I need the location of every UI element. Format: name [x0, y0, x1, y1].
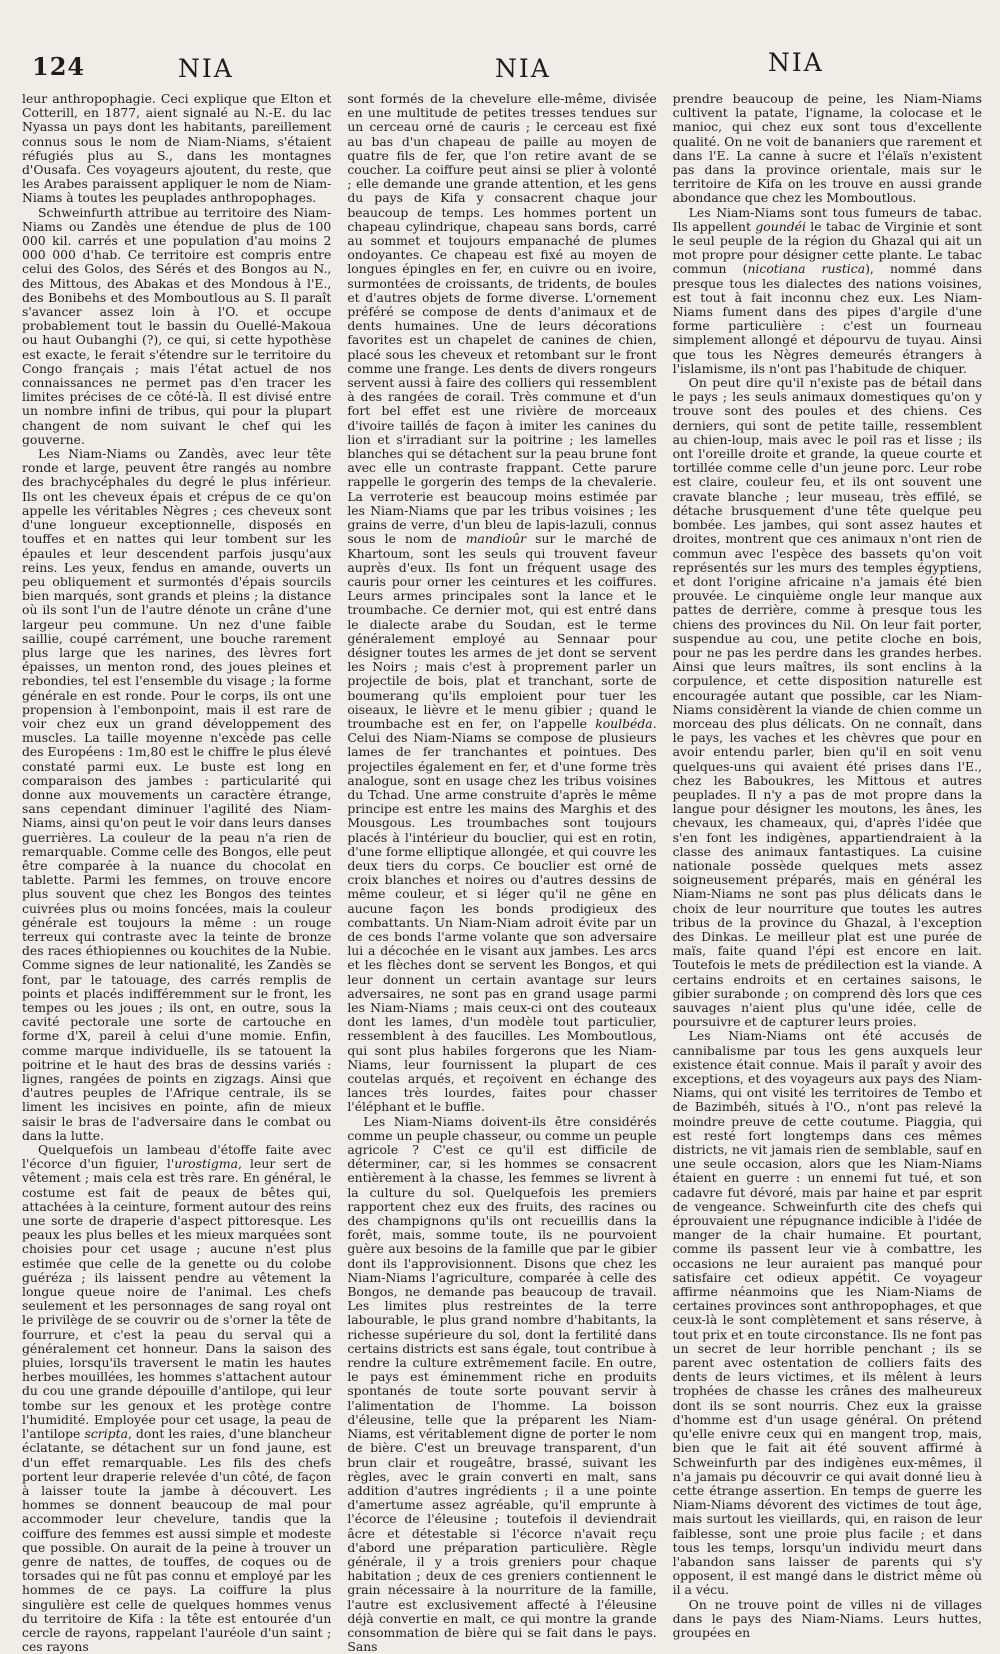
italic-term: mandioûr [465, 531, 527, 547]
running-head-left: NIA [178, 54, 234, 83]
paragraph [22, 1143, 331, 1654]
page-header [0, 0, 1000, 90]
paragraph: leur anthropophagie. Ceci explique que Elton et Cotterill, en 1877, aient signalé au N.-E. du lac Nyassa un pays dont les habitants, pareillement connus sous le nom de Niam-Niams, s'étaient réfugiés plus au S., dans les montagnes d'Ousafa. Ces voyageurs ajoutent, du reste, que les Arabes paraissent appliquer le nom de Niam-Niams à toutes les peuplades anthropophages. [22, 91, 332, 206]
text-run: . Celui des Niam-Niams se compose de plusieurs lames de fer tranchantes et pointues. Des projectiles également en fer, et d'une forme très analogue, sont en usage chez les tribus voisines du Tchad. Une arme construite d'après le même principe est entre les mains des Marghis et des Mousgous. Les troumbaches sont toujours placés à l'intérieur du bouclier, qui est en rotin, d'une forme elliptique allongée, et qui couvre les deux tiers du corps. Ce bouclier est orné de croix blanches et noires ou d'autres dessins de même couleur, et si léger qu'il ne gêne en aucune façon les bonds prodigieux des combattants. Un Niam-Niam adroit évite par un de ces bonds l'arme volante que son adversaire lui a décochée en le visant aux jambes. Les arcs et les flèches dont se servent les Bongos, et qui leur donnent un certain avantage sur leurs adversaires, ne sont pas en grand usage parmi les Niam-Niams ; mais ceux-ci ont des couteaux dont les lames, d'un modèle tout particulier, ressemblent à des faucilles. Les Momboutlous, qui sont plus habiles forgerons que les Niam-Niams, leur fournissent la plupart de ces coutelas arqués, et reçoivent en échange des lances très lourdes, faites pour chasser l'éléphant et le buffle. [347, 715, 657, 1115]
italic-term: koulbéda [595, 715, 653, 731]
text-run: , dont les raies, d'une blancheur éclatante, se détachent sur un fond jaune, est d'un effet remarquable. Les fils des chefs portent leur draperie relevée d'un côté, de façon à laisser toute la jambe à découvert. Les hommes se donnent beaucoup de mal pour accommoder leur chevelure, tandis que la coiffure des femmes est aussi simple et modeste que possible. On aurait de la peine à trouver un genre de nattes, de touffes, de coques ou de torsades qui ne fût pas connu et employé par les hommes de ce pays. La coiffure la plus singulière est celle de quelques hommes venus du territoire de Kifa : la tête est entourée d'un cercle de rayons, rappelant l'auréole d'un saint ; ces rayons [22, 1426, 332, 1654]
text-run: sont formés de la chevelure elle-même, divisée en une multitude de petites tresses tendues sur un cerceau orné de cauris ; le cerceau est fixé au bas d'un chapeau de paille au moyen de quatre fils de fer, que l'on retire avant de se coucher. La coiffure peut ainsi se plier à volonté ; elle demande une grande attention, et les gens du pays de Kifa y consacrent chaque jour beaucoup de temps. Les hommes portent un chapeau cylindrique, chapeau sans bords, carré au sommet et toujours empanaché de plumes ondoyantes. Ce chapeau est fixé au moyen de longues épingles en fer, en cuivre ou en ivoire, surmontées de croissants, de tridents, de boules et d'autres objets de forme diverse. L'ornement préféré se compose de dents d'animaux et de dents humaines. Une de leurs décorations favorites est un chapelet de canines de chien, placé sous les cheveux et retombant sur le front comme une frange. Les dents de divers rongeurs servent aussi à faire des colliers qui ressemblent à des rangées de corail. Très commune et d'un fort bel effet est une rivière de morceaux d'ivoire taillés de façon à imiter les canines du lion et s'irradiant sur la poitrine ; les lamelles blanches qui se détachent sur la peau brune font avec elle un contraste frappant. Cette parure rappelle le gorgerin des temps de la chevalerie. La verroterie est beaucoup moins estimée par les Niam-Niams que par les tribus voisines ; les grains de verre, d'un bleu de lapis-lazuli, connus sous le nom de [347, 91, 657, 547]
paragraph: Les Niam-Niams ou Zandès, avec leur tête ronde et large, peuvent être rangés au nombre des brachycéphales du degré le plus inférieur. Ils ont les cheveux épais et crépus de ce qu'on appelle les véritables Nègres ; ces cheveux sont d'une longueur exceptionnelle, disposés en touffes et en nattes qui leur tombent sur les épaules et leur descendent parfois jusqu'aux reins. Les yeux, fendus en amande, ouverts un peu obliquement et surmontés d'épais sourcils bien marqués, sont grands et pleins ; la distance où ils sont l'un de l'autre dénote un crâne d'une largeur peu commune. Un nez d'une faible saillie, coupé carrément, une bouche rarement plus large que les narines, des lèvres fort épaisses, un menton rond, des joues pleines et rebondies, tel est l'ensemble du visage ; la forme générale en est ronde. Pour le corps, ils ont une propension à l'embonpoint, mais il est rare de voir chez eux un grand développement des muscles. La taille moyenne n'excède pas celle des Européens : 1m,80 est le chiffre le plus élevé constaté parmi eux. Le buste est long en comparaison des jambes : particularité qui donne aux mouvements un caractère étrange, sans cependant diminuer l'agilité des Niam-Niams, ainsi qu'on peut le voir dans leurs danses guerrières. La couleur de la peau n'a rien de remarquable. Comme celle des Bongos, elle peut être comparée à la nuance du chocolat en tablette. Parmi les femmes, on trouve encore plus souvent que chez les Bongos des teintes cuivrées plus ou moins foncées, mais la couleur générale est toujours la même : un rouge terreux qui contraste avec la teinte de bronze des races éthiopiennes ou kouchites de la Nubie. Comme signes de leur nationalité, les Zandès se font, par le tatouage, des carrés remplis de points et placés indifféremment sur le front, les tempes ou les joues ; ils ont, en outre, sous la cavité pectorale une sorte de cartouche en forme d'X, pareil à celui d'une momie. Enfin, comme marque individuelle, ils se tatouent la poitrine et le haut des bras de dessins variés : lignes, rangées de points en zigzags. Ainsi que d'autres peuples de l'Afrique centrale, ils se liment les incisives en pointe, afin de mieux saisir le bras de l'adversaire dans le combat ou dans la lutte. [22, 446, 332, 1143]
column-middle [347, 91, 657, 1654]
page-number: 124 [32, 52, 86, 81]
running-head-right: NIA [768, 48, 824, 77]
italic-term: scripta [84, 1426, 128, 1442]
running-head-center: NIA [495, 54, 551, 83]
paragraph: On peut dire qu'il n'existe pas de bétail dans le pays ; les seuls animaux domestiques qu'on y trouve sont des poules et des chiens. Ces derniers, qui sont de petite taille, ressemblent au chien-loup, mais avec le poil ras et lisse ; ils ont l'oreille droite et grande, la queue courte et tortillée comme celle d'un jeune porc. Leur robe est claire, couleur feu, et ils ont souvent une cravate blanche ; leur museau, très effilé, se détache brusquement d'une tête quelque peu bombée. Les jambes, qui sont assez hautes et droites, montrent que ces animaux n'ont rien de commun avec l'espèce des bassets qu'on voit représentés sur les murs des temples égyptiens, et dont l'origine africaine n'a jamais été bien prouvée. Le cinquième ongle leur manque aux pattes de derrière, comme à presque tous les chiens des provinces du Nil. On leur fait porter, suspendue au cou, une petite cloche en bois, pour ne pas les perdre dans les grandes herbes. Ainsi que leurs maîtres, ils sont enclins à la corpulence, et cette disposition naturelle est encouragée autant que possible, car les Niam-Niams considèrent la viande de chien comme un morceau des plus délicats. On ne connaît, dans le pays, les vaches et les chèvres que pour en avoir entendu parler, bien qu'il en soit venu quelques-uns qui avaient été prises dans l'E., chez les Baboukres, les Mittous et autres peuplades. Il n'y a pas de mot propre dans la langue pour désigner les moutons, les ânes, les chevaux, les chameaux, qui, d'après l'idée que s'en font les indigènes, appartiendraient à la classe des animaux fantastiques. La cuisine nationale possède quelques mets assez soigneusement préparés, mais en général les Niam-Niams ne sont pas plus délicats dans le choix de leur nourriture que toutes les autres tribus de la province du Ghazal, à l'exception des Dinkas. Le meilleur plat est une purée de maïs, faite quand l'épi est encore en lait. Toutefois le mets de prédilection est la viande. A certains endroits et en certaines saisons, le gibier surabonde ; on comprend dès lors que ces sauvages n'aient plus qu'une idée, celle de poursuivre et de capturer leurs proies. [672, 375, 982, 1030]
text-run: le tabac de Virginie et sont le seul peuple de la région du Ghazal qui ait un mot propre pour désigner cette plante. Le tabac commun ( [672, 218, 982, 277]
paragraph [673, 206, 982, 376]
paragraph [347, 92, 656, 1115]
text-run: sur le marché de Khartoum, sont les seuls qui trouvent faveur auprès d'eux. Ils font un fréquent usage des cauris pour orner les ceintures et les coiffures. Leurs armes principales sont la lance et le troumbache. Ce dernier mot, qui est entré dans le dialecte arabe du Soudan, est le terme généralement employé au Sennaar pour désigner toutes les armes de jet dont se servent les Noirs ; mais c'est à proprement parler un projectile de bois, plat et tranchant, sorte de boumerang qu'ils emploient pour tuer les oiseaux, le lièvre et le menu gibier ; quand le troumbache est en fer, on l'appelle [347, 531, 657, 731]
column-right [672, 91, 982, 1640]
paragraph: prendre beaucoup de peine, les Niam-Niams cultivent la patate, l'igname, la colocase et le manioc, qui chez eux sont tous d'excellente qualité. On ne voit de bananiers que rarement et dans l'E. La canne à sucre et l'élaïs n'existent pas dans la province orientale, mais sur le territoire de Kifa on les trouve en aussi grande abondance que chez les Momboutlous. [672, 91, 982, 206]
paragraph: Schweinfurth attribue au territoire des Niam-Niams ou Zandès une étendue de plus de 100 000 kil. carrés et une population d'au moins 2 000 000 d'hab. Ce territoire est compris entre celui des Golos, des Sérés et des Bongos au N., des Mittous, des Abakas et des Mondous à l'E., des Bonibehs et des Momboutlous au S. Il paraît s'avancer assez loin à l'O. et occupe probablement tout le bassin du Ouellé-Makoua ou haut Oubanghi (?), ce qui, si cette hypothèse est exacte, le ferait s'étendre sur le territoire du Congo français ; mais l'état actuel de nos connaissances ne permet pas d'en tracer les limites précises de ce côté-là. Il est divisé entre un nombre infini de tribus, qui pour la plupart changent de nom suivant le chef qui les gouverne. [22, 204, 332, 447]
text-run: Quelquefois un lambeau d'étoffe faite avec l'écorce d'un figuier, l' [22, 1142, 332, 1172]
paragraph: On ne trouve point de villes ni de villages dans le pays des Niam-Niams. Leurs huttes, groupées en [672, 1596, 982, 1640]
italic-term: goundéi [755, 218, 806, 234]
text-columns [22, 91, 982, 1654]
text-run: Les Niam-Niams sont tous fumeurs de tabac. Ils appellent [672, 204, 982, 234]
italic-term: urostigma [174, 1156, 238, 1172]
paragraph: Les Niam-Niams doivent-ils être considérés comme un peuple chasseur, ou comme un peuple agricole ? C'est ce qu'il est difficile de déterminer, car, si les hommes se consacrent entièrement à la chasse, les femmes se livrent à la culture du sol. Quelquefois les premiers rapportent chez eux des fruits, des racines ou des champignons qu'ils ont recueillis dans la forêt, mais, somme toute, ils ne pourvoient guère aux besoins de la famille que par le gibier dont ils l'approvisionnent. Disons que chez les Niam-Niams l'agriculture, comparée à celle des Bongos, ne demande pas beaucoup de travail. Les limites plus restreintes de la terre labourable, le plus grand nombre d'habitants, la richesse supérieure du sol, dont la fertilité dans certains districts est sans égale, tout contribue à rendre la culture extrêmement facile. En outre, le pays est éminemment riche en produits spontanés de toute sorte pouvant servir à l'alimentation de l'homme. La boisson d'éleusine, telle que la préparent les Niam-Niams, est véritablement digne de porter le nom de bière. C'est un breuvage transparent, d'un brun clair et rougeâtre, brassé, suivant les règles, avec le grain converti en malt, sans addition d'autres ingrédients ; il a une pointe d'amertume assez agréable, qu'il emprunte à l'écorce de l'éleusine ; toutefois il deviendrait âcre et détestable si l'écorce n'avait reçu d'abord une préparation particulière. Règle générale, il y a trois greniers pour chaque habitation ; deux de ces greniers contiennent le grain nécessaire à la nourriture de la famille, l'autre est exclusivement affecté à l'éleusine déjà convertie en malt, ce qui montre la grande consommation de bière qui se fait dans le pays. Sans [347, 1113, 657, 1654]
italic-term: nicotiana rustica [747, 261, 866, 277]
column-left [22, 91, 332, 1654]
text-run: ), nommé dans presque tous les dialectes des nations voisines, est tout à fait inconnu chez eux. Les Niam-Niams fument dans des pipes d'argile d'une forme particulière : c'est un fourneau simplement allongé et dépourvu de tuyau. Ainsi que tous les Nègres demeurés étrangers à l'islamisme, ils n'ont pas l'habitude de chiquer. [672, 261, 982, 376]
paragraph: Les Niam-Niams ont été accusés de cannibalisme par tous les gens auxquels leur existence était connue. Mais il paraît y avoir des exceptions, et des voyageurs aux pays des Niam-Niams, qui ont visité les territoires de Tembo et de Bazimbéh, situés à l'O., n'ont pas relevé la moindre preuve de cette coutume. Piaggia, qui est resté fort longtemps dans ces mêmes districts, ne vit jamais rien de semblable, sauf en une seule occasion, alors que les Niam-Niams étaient en guerre : un ennemi fut tué, et son cadavre fut dévoré, mais par haine et par esprit de vengeance. Schweinfurth cite des chefs qui éprouvaient une répugnance indicible à l'idée de manger de la chair humaine. Et pourtant, comme ils passent leur vie à combattre, les occasions ne leur auraient pas manqué pour satisfaire cet odieux appétit. Ce voyageur affirme néanmoins que les Niam-Niams de certaines provinces sont anthropophages, et que ceux-là le sont complètement et sans réserve, à tout prix et en toute circonstance. Ils ne font pas un secret de leur horrible penchant ; ils se parent avec ostentation de colliers faits des dents de leurs victimes, et ils mêlent à leurs trophées de chasse les crânes des malheureux dont ils se sont nourris. Chez eux la graisse d'homme est d'un usage général. On prétend qu'elle enivre ceux qui en mangent trop, mais, bien que le fait ait été souvent affirmé à Schweinfurth par des indigènes eux-mêmes, il n'a jamais pu découvrir ce qui avait donné lieu à cette étrange assertion. En temps de guerre les Niam-Niams dévorent des victimes de tout âge, mais surtout les vieillards, qui, en raison de leur faiblesse, sont une proie plus facile ; et dans tous les temps, lorsqu'un individu meurt dans l'abandon sans laisser de parents qui s'y opposent, il est mangé dans le district même où il a vécu. [672, 1028, 982, 1598]
text-run: , leur sert de vêtement ; mais cela est très rare. En général, le costume est fait de peaux de bêtes qui, attachées à la ceinture, forment autour des reins une sorte de draperie d'aspect pittoresque. Les peaux les plus belles et les mieux marquées sont choisies pour cet usage ; aucune n'est plus estimée que celle de la genette ou du colobe guéréza ; ils laissent pendre au vêtement la longue queue noire de l'animal. Les chefs seulement et les personnages de sang royal ont le privilège de se couvrir ou de s'orner la tête de fourrure, et c'est la peau du serval qui a généralement cet honneur. Dans la saison des pluies, lorsqu'ils traversent le matin les hautes herbes mouillées, les hommes s'attachent autour du cou une grande dépouille d'antilope, qui leur tombe sur les genoux et les protège contre l'humidité. Employée pour cet usage, la peau de l'antilope [22, 1156, 332, 1442]
